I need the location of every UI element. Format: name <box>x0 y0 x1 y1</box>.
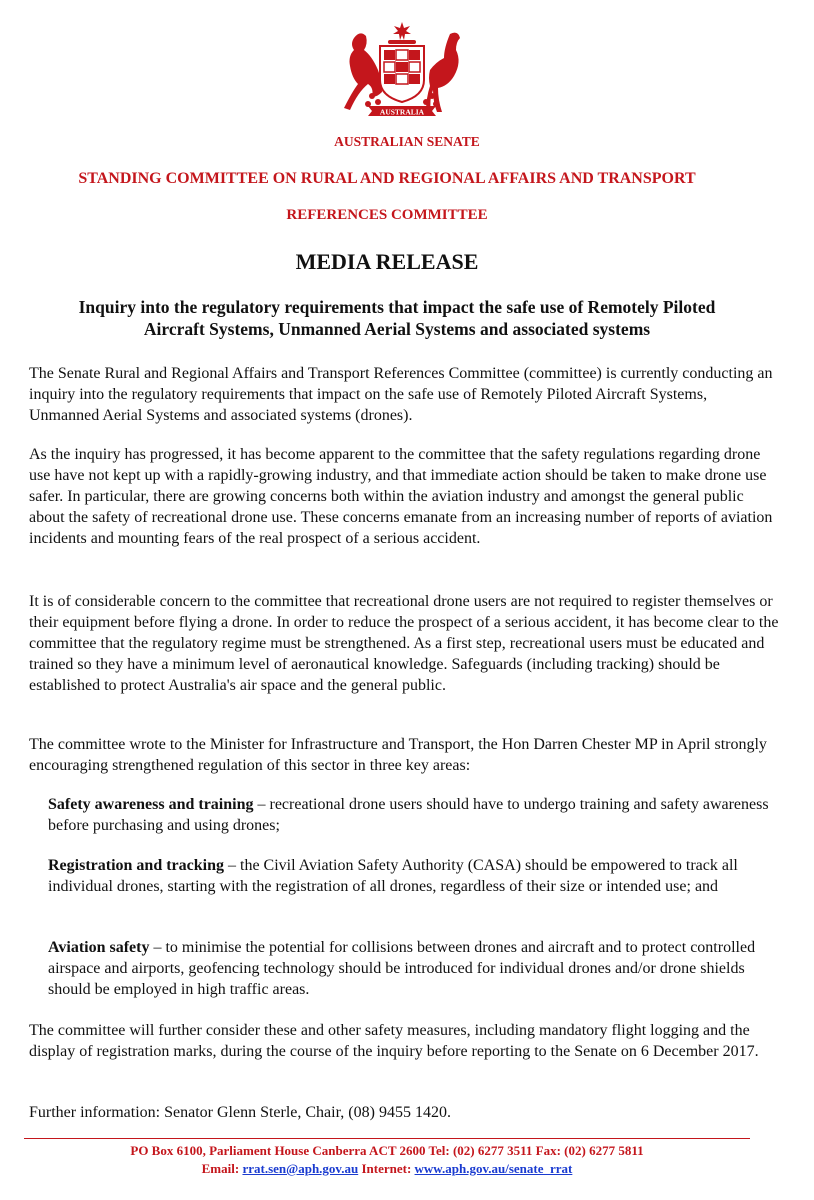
inquiry-title <box>26 296 768 340</box>
key-area-aviation-safety <box>48 937 778 1000</box>
key-area-lead: Aviation safety <box>48 939 150 956</box>
paragraph-registration-concern <box>29 591 779 696</box>
paragraph-contact <box>29 1102 779 1123</box>
key-area-text: – the Civil Aviation Safety Authority (CASA) should be empowered to track all individual drones, starting with the registration of all drones, regardless of their size or intended use; and <box>48 857 738 895</box>
key-area-lead: Registration and tracking <box>48 857 224 874</box>
key-area-text: – to minimise the potential for collisions between drones and aircraft and to protect controlled airspace and airports, geofencing technology should be introduced for individual drones and/or drone shields should be employed in high traffic areas. <box>48 939 756 998</box>
inquiry-title-line-1: Inquiry into the regulatory requirements that impact the safe use of Remotely Piloted <box>78 297 716 317</box>
paragraph-text: The Senate Rural and Regional Affairs and Transport References Committee (committee) is currently conducting an inquiry into the regulatory requirements that impact on the safe use of Remotely Piloted Aircraft Systems, Unmanned Aerial Systems and associated systems (drones). <box>29 365 773 424</box>
email-label: Email: <box>201 1161 240 1176</box>
key-area-registration-tracking <box>48 855 778 897</box>
email-link[interactable]: rrat.sen@aph.gov.au <box>242 1161 359 1176</box>
internet-label: Internet: <box>361 1161 412 1176</box>
paragraph-text: The committee will further consider these and other safety measures, including mandatory flight logging and the display of registration marks, during the course of the inquiry before reporting to the Senate on 6 December 2017. <box>29 1022 759 1060</box>
media-release-title: MEDIA RELEASE <box>295 249 479 274</box>
key-area-lead: Safety awareness and training <box>48 796 254 813</box>
paragraph-text: Further information: Senator Glenn Sterle, Chair, (08) 9455 1420. <box>29 1104 451 1121</box>
commonwealth-coat-of-arms-icon <box>332 20 472 124</box>
committee-heading: STANDING COMMITTEE ON RURAL AND REGIONAL AFFAIRS AND TRANSPORT <box>78 170 696 187</box>
website-link[interactable]: www.aph.gov.au/senate_rrat <box>414 1161 573 1176</box>
paragraph-text: It is of considerable concern to the committee that recreational drone users are not required to register themselves or their equipment before flying a drone. In order to reduce the prospect of a serious accident, it has become clear to the committee that the regulatory regime must be strengthened. As a first step, recreational users must be educated and trained so they have a minimum level of aeronautical knowledge. Safeguards (including tracking) should be established to protect Australia's air space and the general public. <box>29 593 779 694</box>
crest-caption: AUSTRALIA <box>379 107 425 117</box>
paragraph-further-consideration <box>29 1020 779 1062</box>
footer-contact <box>0 1161 774 1177</box>
inquiry-title-line-2: Aircraft Systems, Unmanned Aerial Systems and associated systems <box>143 319 651 339</box>
paragraph-inquiry-intro <box>29 363 779 426</box>
senate-heading: AUSTRALIAN SENATE <box>334 134 480 149</box>
footer-address: PO Box 6100, Parliament House Canberra ACT 2600 Tel: (02) 6277 3511 Fax: (02) 6277 5811 <box>130 1143 644 1158</box>
references-committee-heading: REFERENCES COMMITTEE <box>286 207 488 223</box>
paragraph-text: The committee wrote to the Minister for Infrastructure and Transport, the Hon Darren Chester MP in April strongly encouraging strengthened regulation of this sector in three key areas: <box>29 736 767 774</box>
paragraph-text: As the inquiry has progressed, it has become apparent to the committee that the safety regulations regarding drone use have not kept up with a rapidly-growing industry, and that immediate action should be taken to make drone use safer. In particular, there are growing concerns both within the aviation industry and amongst the general public about the safety of recreational drone use. These concerns emanate from an increasing number of reports of aviation incidents and mounting fears of the real prospect of a serious accident. <box>29 446 773 547</box>
paragraph-safety-concerns <box>29 444 779 549</box>
footer-divider <box>24 1138 750 1139</box>
paragraph-minister-letter <box>29 734 779 776</box>
key-area-text: – recreational drone users should have to undergo training and safety awareness before purchasing and using drones; <box>48 796 769 834</box>
key-area-safety-awareness <box>48 794 778 836</box>
